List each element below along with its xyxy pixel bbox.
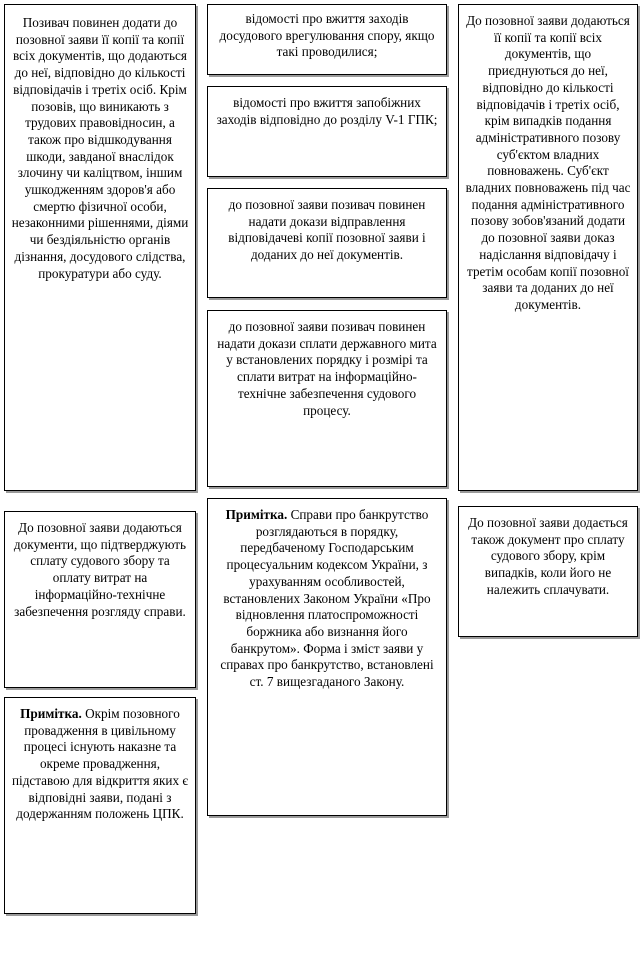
interim-measures-box [207, 86, 447, 177]
administrative-fee-document-text: До позовної заяви додається також документ про сплату судового збору, крім випадків, коли його не належить сплачувати. [468, 515, 628, 597]
plaintiff-copies-text: Позивач повинен додати до позовної заяви її копії та копії всіх документів, що додаються до неї, відповідно до кількості відповідачів і третіх осіб. Крім позовів, що виникають з трудових правовідносин, а також про відшкодування шкоди, завданої внаслідок злочину чи каліцтвом, іншим ушкодженням здоров'я або смертю фізичної особи, незаконними рішеннями, діями чи бездіяльністю органів дізнання, досудового слідства, прокуратури або суду. [11, 15, 189, 281]
administrative-copies-box [458, 4, 638, 491]
bankruptcy-note-body: Справи про банкрутство розглядаються в порядку, передбаченому Господарським процесуальним кодексом України, з урахуванням особливостей, встановлених Законом України «Про відновлення платоспроможності боржника або визнання його банкрутом». Форма і зміст заяви у справах про банкрутство, встановлені ст. 7 вищезгаданого Закону. [220, 507, 434, 690]
pretrial-settlement-box [207, 4, 447, 75]
administrative-copies-text: До позовної заяви додаються її копії та копії всіх документів, що приєднуються до неї, відповідно до кількості відповідачів і третіх осіб, крім випадків подання адміністративного позову суб'єктом владних повноважень. Суб'єкт владних повноважень під час подання адміністративного позову зобов'язаний додати до позовної заяви доказ надіслання відповідачу і третім особам копії позовної заяви та доданих до неї документів. [465, 13, 631, 312]
civil-procedure-note-text [11, 706, 189, 823]
court-fee-documents-text: До позовної заяви додаються документи, що підтверджують сплату судового збору та оплату витрат на інформаційно-технічне забезпечення розгляду справи. [13, 520, 187, 619]
state-duty-proof-text: до позовної заяви позивач повинен надати докази сплати державного мита у встановлених порядку і розмірі та сплати витрат на інформаційно-технічне забезпечення судового процесу. [217, 319, 437, 418]
sending-proof-box [207, 188, 447, 298]
plaintiff-copies-box [4, 4, 196, 491]
bankruptcy-note-box [207, 498, 447, 816]
bankruptcy-note-text [214, 507, 440, 691]
state-duty-proof-box [207, 310, 447, 487]
pretrial-settlement-text: відомості про вжиття заходів досудового врегулювання спору, якщо такі проводилися; [219, 11, 435, 60]
civil-procedure-note-box [4, 697, 196, 914]
court-fee-documents-box [4, 511, 196, 688]
administrative-fee-document-box [458, 506, 638, 637]
bankruptcy-note-title: Примітка. [225, 507, 288, 522]
interim-measures-text: відомості про вжиття запобіжних заходів відповідно до розділу V-1 ГПК; [216, 95, 438, 127]
civil-procedure-note-body: Окрім позовного провадження в цивільному процесі існують наказне та окреме провадження, підставою для відкриття яких є відповідні заяви, подані з додержанням положень ЦПК. [11, 706, 189, 822]
sending-proof-text: до позовної заяви позивач повинен надати докази відправлення відповідачеві копії позовної заяви і доданих до неї документів. [228, 197, 426, 263]
civil-procedure-note-title: Примітка. [20, 706, 82, 721]
